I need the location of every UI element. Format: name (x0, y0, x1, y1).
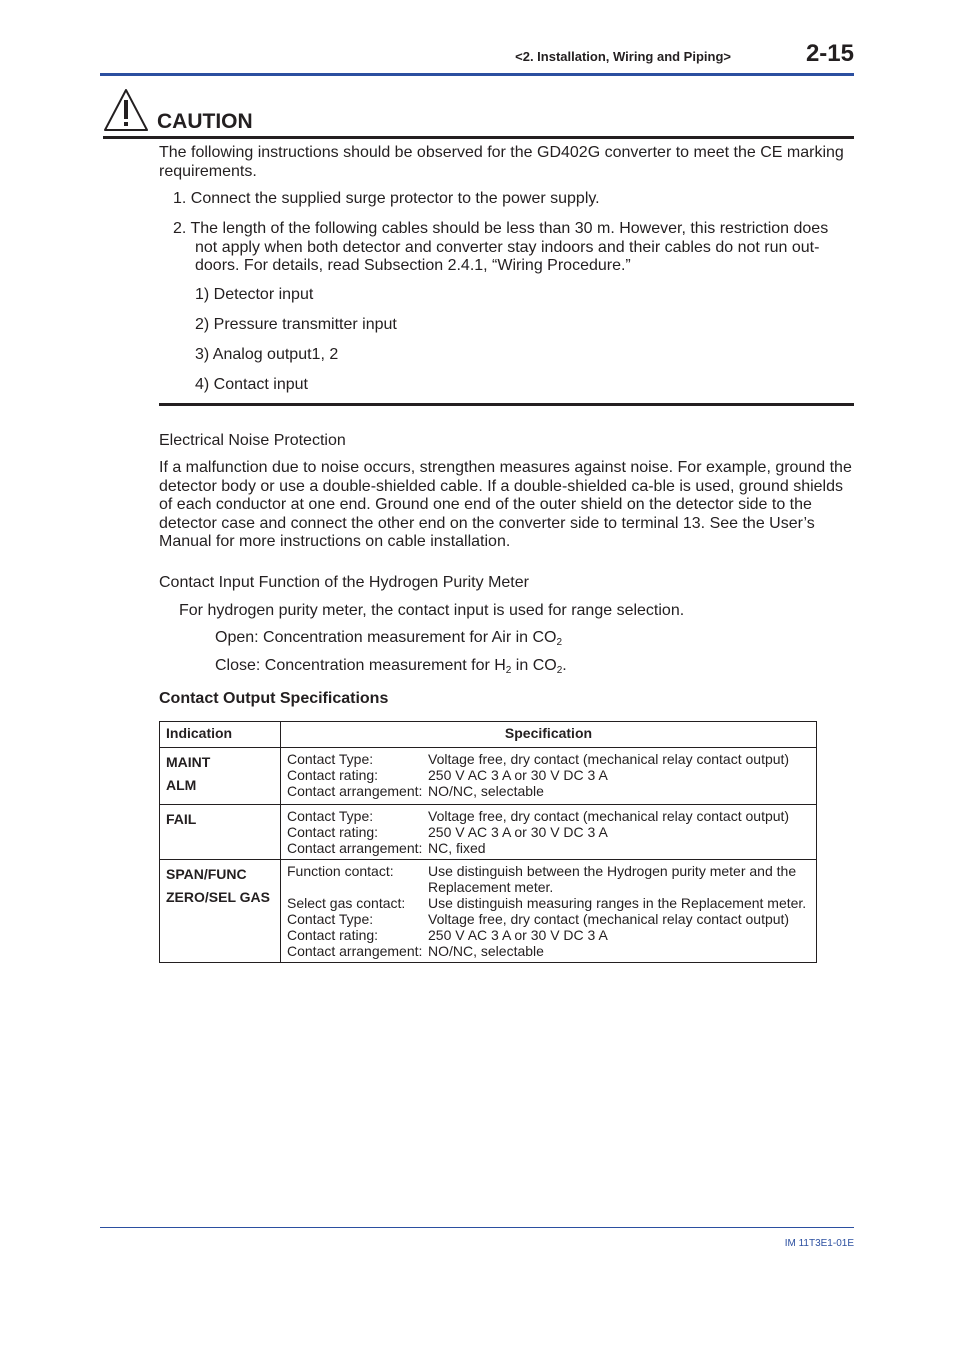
spec-line (287, 911, 810, 927)
column-header-specification: Specification (281, 722, 817, 748)
document-code: IM 11T3E1-01E (784, 1238, 854, 1249)
spec-line (287, 840, 810, 856)
indication-cell (160, 748, 281, 805)
indication-cell (160, 860, 281, 963)
spec-line (287, 895, 810, 911)
caution-intro: The following instructions should be observed for the GD402G converter to meet the CE marking requirements. (159, 144, 844, 180)
table-row (160, 805, 817, 860)
indication-label: ALM (166, 777, 197, 793)
specification-cell (281, 860, 817, 963)
noise-paragraph: If a malfunction due to noise occurs, strengthen measures against noise. For example, ground the detector body or use a double-shielded cable. If a double-shielded ca-ble is used, ground shields of each conductor at one end. Ground one end of the outer shield on the detector side to the detector case and connect the other end on the converter side to terminal 13. See the User’s Manual for more instructions on cable installation. (159, 459, 852, 550)
indication-label: ZERO/SEL GAS (166, 889, 270, 905)
output-spec-heading: Contact Output Specifications (159, 690, 389, 707)
spec-key: Contact rating: (287, 824, 379, 840)
close-subscript-b: 2 (556, 665, 563, 676)
spec-value: NC, fixed (428, 840, 486, 856)
spec-value: Use distinguish between the Hydrogen purity meter and the Replacement meter. (428, 863, 797, 895)
page-number: 2-15 (805, 40, 854, 67)
caution-item-2 (173, 220, 843, 276)
specification-cell (281, 805, 817, 860)
cable-item-analog: 3) Analog output1, 2 (195, 346, 339, 363)
header-section-title: <2. Installation, Wiring and Piping> (515, 49, 731, 64)
close-text-c: . (562, 657, 567, 674)
footer-rule (100, 1227, 854, 1228)
spec-line (287, 808, 810, 824)
cable-item-contact: 4) Contact input (195, 376, 308, 393)
spec-key: Contact Type: (287, 808, 374, 824)
spec-value: Voltage free, dry contact (mechanical relay contact output) (428, 751, 790, 767)
warning-triangle-icon (103, 88, 149, 132)
caution-bottom-rule (159, 403, 854, 406)
noise-heading: Electrical Noise Protection (159, 432, 346, 449)
spec-value: NO/NC, selectable (428, 943, 544, 959)
close-subscript-a: 2 (505, 665, 512, 676)
spec-key: Contact Type: (287, 911, 374, 927)
spec-value: NO/NC, selectable (428, 783, 544, 799)
caution-item-2-continuation: not apply when both detector and converter stay indoors and their cables do not run out-doors. For details, read Subsection 2.4.1, “Wiring Procedure.” (195, 238, 820, 274)
close-text-b: in CO (511, 657, 557, 674)
header-rule (100, 73, 854, 76)
caution-item-1: 1. Connect the supplied surge protector to the power supply. (173, 190, 600, 207)
spec-key: Function contact: (287, 863, 394, 879)
open-description (215, 629, 562, 650)
spec-line (287, 824, 810, 840)
indication-label: MAINT (166, 754, 211, 770)
spec-key: Contact arrangement: (287, 783, 423, 799)
close-description (215, 657, 567, 678)
spec-line (287, 927, 810, 943)
spec-key: Contact arrangement: (287, 943, 423, 959)
spec-key: Contact arrangement: (287, 840, 423, 856)
spec-value: 250 V AC 3 A or 30 V DC 3 A (428, 927, 608, 943)
spec-value: Voltage free, dry contact (mechanical relay contact output) (428, 808, 790, 824)
spec-line (287, 767, 810, 783)
cable-item-detector: 1) Detector input (195, 286, 314, 303)
specification-cell (281, 748, 817, 805)
table-header-row (160, 722, 817, 748)
spec-table (159, 721, 817, 963)
spec-value: 250 V AC 3 A or 30 V DC 3 A (428, 767, 608, 783)
indication-cell (160, 805, 281, 860)
spec-line (287, 943, 810, 959)
spec-key: Select gas contact: (287, 895, 406, 911)
contact-input-intro: For hydrogen purity meter, the contact input is used for range selection. (179, 602, 685, 619)
indication-label: FAIL (166, 811, 197, 827)
spec-key: Contact rating: (287, 927, 379, 943)
cable-item-pressure: 2) Pressure transmitter input (195, 316, 397, 333)
spec-line (287, 783, 810, 799)
table-row (160, 860, 817, 963)
table-row (160, 748, 817, 805)
caution-title: CAUTION (157, 110, 253, 133)
spec-value: 250 V AC 3 A or 30 V DC 3 A (428, 824, 608, 840)
open-subscript: 2 (556, 637, 563, 648)
spec-value: Use distinguish measuring ranges in the Replacement meter. (428, 895, 807, 911)
spec-value: Voltage free, dry contact (mechanical relay contact output) (428, 911, 790, 927)
spec-line (287, 751, 810, 767)
spec-key: Contact Type: (287, 751, 374, 767)
caution-item-2-first-line: 2. The length of the following cables should be less than 30 m. However, this restriction does (173, 220, 829, 237)
spec-key: Contact rating: (287, 767, 379, 783)
column-header-indication: Indication (160, 722, 281, 748)
open-text: Open: Concentration measurement for Air in CO (215, 629, 557, 646)
caution-top-rule (103, 136, 854, 139)
indication-label: SPAN/FUNC (166, 866, 247, 882)
close-text-a: Close: Concentration measurement for H (215, 657, 506, 674)
spec-line (287, 863, 810, 895)
contact-input-heading: Contact Input Function of the Hydrogen Purity Meter (159, 574, 529, 591)
